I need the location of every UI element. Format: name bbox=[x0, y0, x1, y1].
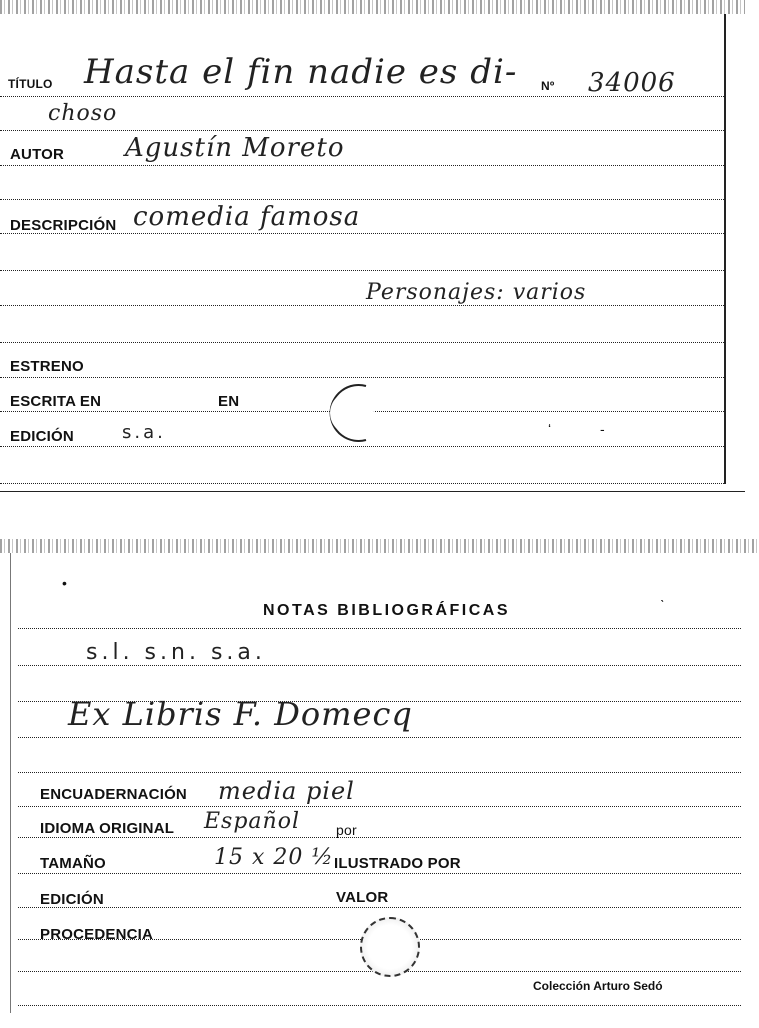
por-label: por bbox=[336, 822, 357, 838]
note-line-2: Ex Libris F. Domecq bbox=[68, 695, 413, 733]
encuadernacion-value: media piel bbox=[218, 777, 355, 805]
rule-line bbox=[0, 270, 724, 271]
rule-line bbox=[18, 1005, 741, 1006]
card-bottom-edge bbox=[0, 491, 745, 492]
card-right-edge bbox=[724, 14, 726, 484]
edicion-value: s.a. bbox=[122, 422, 166, 443]
rule-line bbox=[0, 483, 724, 484]
encuadernacion-label: ENCUADERNACIÓN bbox=[40, 786, 187, 803]
escrita-label: ESCRITA EN bbox=[10, 393, 102, 410]
catalog-card-back bbox=[0, 535, 759, 1028]
rule-line bbox=[0, 377, 724, 378]
descripcion-label: DESCRIPCIÓN bbox=[10, 217, 117, 234]
catalog-card-front bbox=[0, 0, 745, 495]
procedencia-label: PROCEDENCIA bbox=[40, 926, 154, 943]
card-left-edge bbox=[10, 553, 11, 1013]
tamano-value: 15 x 20 ½ bbox=[214, 845, 334, 870]
estreno-label: ESTRENO bbox=[10, 358, 84, 375]
edicion-label: EDICIÓN bbox=[10, 428, 74, 445]
ink-mark-icon: ˋ bbox=[660, 597, 665, 613]
ilustrado-label: ILUSTRADO POR bbox=[334, 855, 461, 872]
rule-line bbox=[0, 446, 724, 447]
edicion-back-label: EDICIÓN bbox=[40, 891, 104, 908]
descripcion-value: comedia famosa bbox=[133, 202, 361, 232]
rule-line bbox=[18, 628, 741, 629]
rule-line bbox=[18, 837, 741, 838]
rule-line bbox=[18, 806, 741, 807]
idioma-value: Español bbox=[204, 809, 300, 834]
scan-noise-top bbox=[0, 539, 759, 553]
titulo-value-continued: choso bbox=[48, 101, 118, 126]
autor-label: AUTOR bbox=[10, 146, 65, 163]
valor-label: VALOR bbox=[336, 889, 389, 906]
rule-line bbox=[18, 907, 741, 908]
rule-line bbox=[18, 665, 741, 666]
titulo-label: TÍTULO bbox=[8, 77, 53, 91]
rule-line bbox=[18, 873, 741, 874]
collection-stamp-icon bbox=[360, 917, 420, 977]
numero-label: Nº bbox=[541, 79, 555, 93]
personajes-value: Personajes: varios bbox=[366, 280, 587, 305]
rule-line bbox=[18, 772, 741, 773]
note-line-1: s.l. s.n. s.a. bbox=[86, 640, 266, 665]
notas-heading: NOTAS BIBLIOGRÁFICAS bbox=[263, 602, 511, 619]
rule-line bbox=[0, 199, 724, 200]
autor-value: Agustín Moreto bbox=[125, 133, 345, 163]
en-label: EN bbox=[218, 393, 240, 410]
rule-line bbox=[0, 342, 724, 343]
ink-dot-icon: • bbox=[62, 575, 67, 591]
round-stamp-icon bbox=[318, 380, 378, 446]
scan-noise-top bbox=[0, 0, 745, 14]
numero-value: 34006 bbox=[588, 68, 676, 98]
collection-footer: Colección Arturo Sedó bbox=[533, 979, 663, 993]
ink-mark-icon: - bbox=[600, 421, 605, 437]
rule-line bbox=[18, 737, 741, 738]
rule-line bbox=[0, 165, 724, 166]
tamano-label: TAMAÑO bbox=[40, 855, 106, 872]
idioma-label: IDIOMA ORIGINAL bbox=[40, 820, 175, 837]
rule-line bbox=[0, 130, 724, 131]
titulo-value: Hasta el fin nadie es di- bbox=[84, 52, 518, 92]
rule-line bbox=[0, 305, 724, 306]
ink-mark-icon: ʻ bbox=[548, 421, 552, 437]
